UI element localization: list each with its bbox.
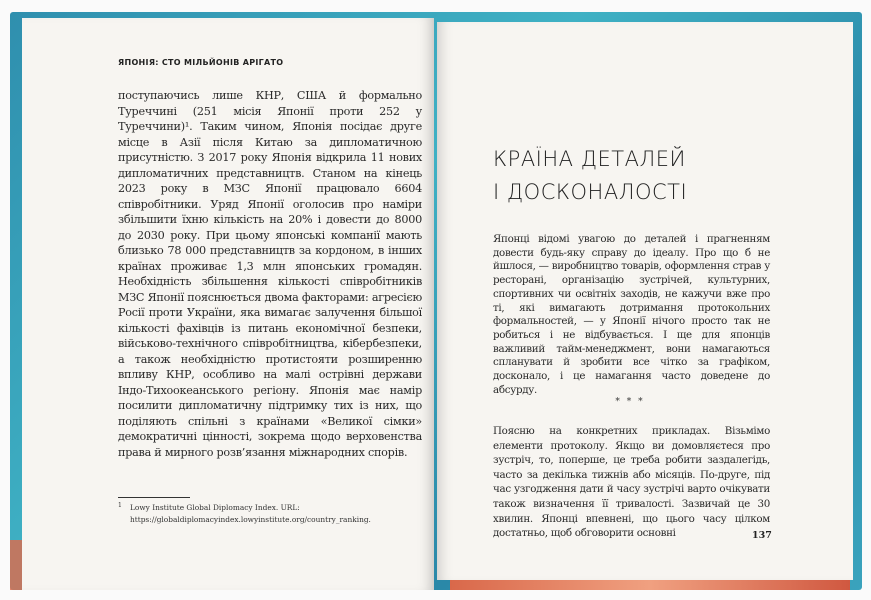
paragraph-1-text: Японці відомі увагою до деталей і прагненням довести будь-яку справу до ідеалу. Про що б не йшлося, — виробництво товарів, оформлення страв у ресторані, організацію зустрічей, культурних, спортивних чи освітніх заходів, не кажучи вже про ті, які вимагають дотримання протокольних формальностей, — у Японії нічого просто так не робиться і не відбувається. І ще для японців важливий тайм-менеджмент, вони намагаються спланувати й зробити все чітко за графіком, досконало, і це намагання часто доведене до абсурду.: [493, 233, 770, 396]
left-body-text: [118, 88, 422, 460]
footnote-divider: [118, 497, 190, 498]
chapter-title-line1: КРАЇНА ДЕТАЛЕЙ: [493, 147, 686, 171]
running-header: ЯПОНІЯ: СТО МІЛЬЙОНІВ АРІГАТО: [118, 58, 284, 67]
footnote-text: Lowy Institute Global Diplomacy Index. URL: https://globaldiplomacyindex.lowyinstitute.org/country_ranking.: [130, 503, 371, 524]
footnote-number: 1: [118, 502, 122, 509]
footnote: [118, 502, 423, 525]
right-paragraph-2: [493, 424, 770, 541]
chapter-title: [493, 143, 687, 209]
right-paragraph-1: [493, 233, 770, 397]
page-number: 137: [752, 530, 772, 541]
left-paragraph: поступаючись лише КНР, США й формально Туреччині (251 місія Японії проти 252 у Туреччини)¹. Таким чином, Японія посідає друге місце в Азії після Китаю за дипломатичною присутністю. З 2017 року Японія відкрила 11 нових дипломатичних представництв. Станом на кінець 2023 року в МЗС Японії працювало 6604 співробітники. Уряд Японії оголосив про наміри збільшити їхню кількість на 20% і довести до 8000 до 2030 року. При цьому японські компанії мають близько 78 000 представництв за кордоном, в інших країнах проживає 1,3 млн японських громадян. Необхідність збільшення кількості співробітників МЗС Японії пояснюється двома факторами: агресією Росії проти України, яка вимагає залучення більшої кількості фахівців із питань економічної безпеки, військово-технічного співробітництва, кібербезпеки, а також необхідністю протистояти розширенню впливу КНР, особливо на малі острівні держави Індо-Тихоокеанського регіону. Японія має намір посилити дипломатичну підтримку тих із них, що поділяють спільні з країнами «Великої сімки» демократичні цінності, зокрема щодо верховенства права й мирного розв’язання міжнародних спорів.: [118, 89, 422, 459]
paragraph-2-text: Поясню на конкретних прикладах. Візьмімо елементи протоколу. Якщо ви домовляєтеся про зустріч, то, поперше, це треба робити заздалегідь, часто за декілька тижнів або місяців. По-друге, під час узгодження дати й часу зустрічі варто очікувати також визначення її тривалості. Зазвичай це 30 хвилин. Японці впевнені, що цього часу цілком достатньо, щоб обговорити основні: [493, 425, 770, 540]
chapter-title-line2: І ДОСКОНАЛОСТІ: [493, 180, 688, 204]
section-separator: * * *: [615, 397, 645, 407]
